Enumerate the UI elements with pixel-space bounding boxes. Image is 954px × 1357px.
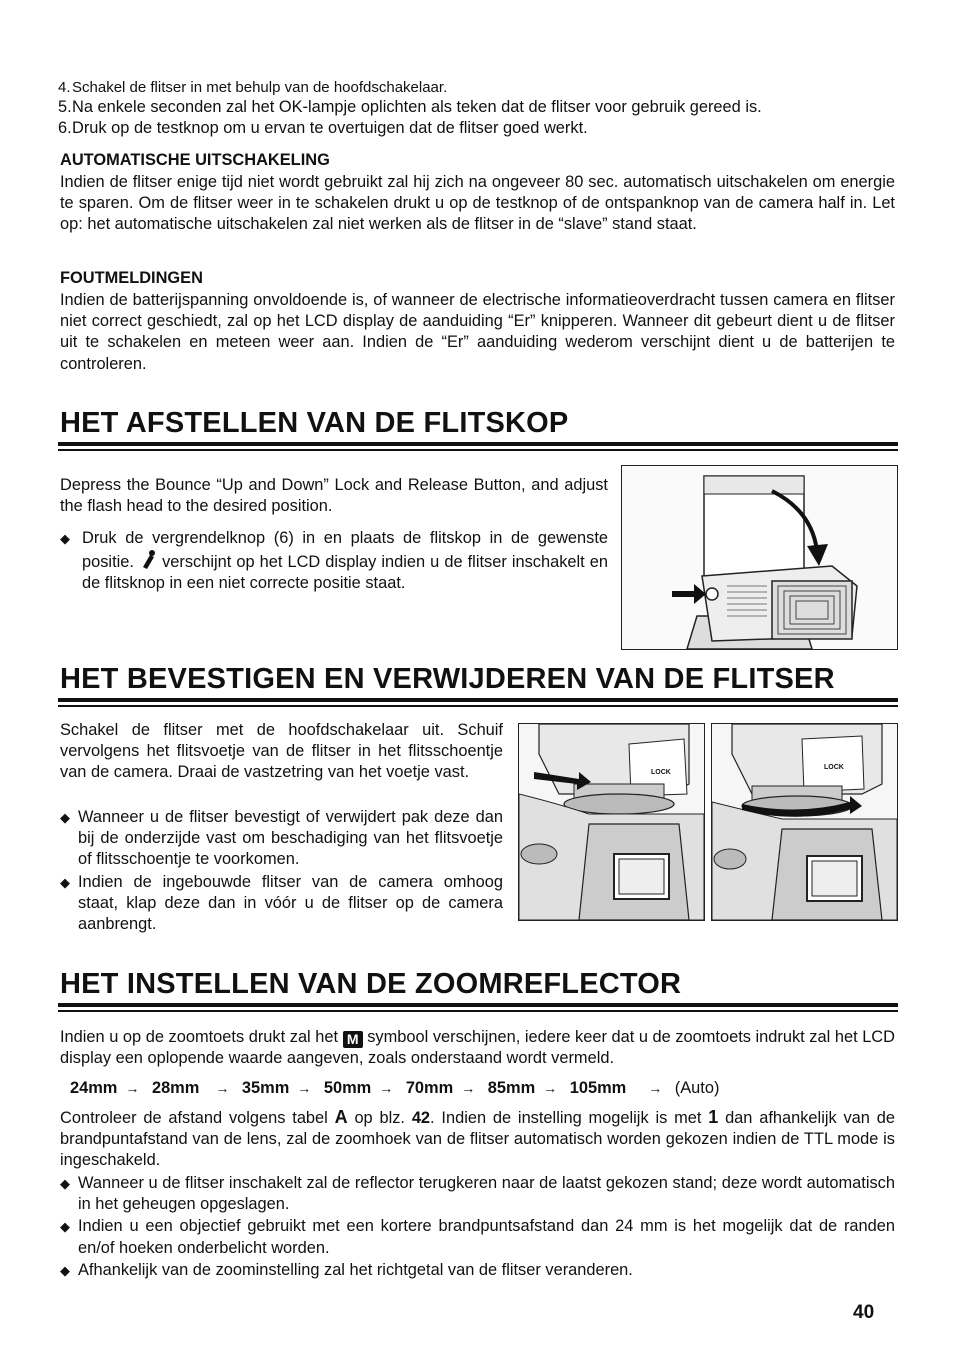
zoom-auto: (Auto)	[674, 1079, 720, 1097]
bullet-text-before-icon: Druk de vergrendelknop (6) in en plaats de flitskop in de gewenste positie.	[82, 529, 608, 572]
arrow-right-icon: →	[297, 1080, 312, 1096]
diamond-bullet-icon: ◆	[60, 1219, 70, 1235]
step-number: 6.	[58, 119, 72, 137]
attach-bullets	[60, 807, 503, 935]
bullet-text-after-icon: verschijnt op het LCD display indien u de flitser inschakelt en de flitsknop in een niet correcte positie staat.	[82, 553, 608, 593]
section-rule	[58, 1003, 898, 1007]
bullet-text: Indien u een objectief gebruikt met een kortere brandpuntsafstand dan 24 mm is het mogelijk dat de randen en/of hoeken onderbelicht worden.	[78, 1217, 895, 1257]
attach-photo-slide	[518, 723, 705, 921]
arrow-right-icon: →	[379, 1080, 394, 1096]
step-text: Schakel de flitser in met behulp van de hoofdschakelaar.	[72, 79, 448, 96]
step-5	[58, 97, 918, 118]
list-item	[60, 807, 503, 871]
zoom-bullets	[60, 1173, 895, 1281]
text-segment: symbool verschijnen, iedere keer dat u de zoomtoets indrukt zal het LCD display een oplopende waarde aangeven, zoals onderstaand wordt vermeld.	[60, 1028, 895, 1068]
bullet-text: Wanneer u de flitser bevestigt of verwijdert pak deze dan bij de onderzijde vast om beschadiging van het flitsvoetje of flitsschoentje te voorkomen.	[78, 808, 503, 869]
bullet-text: Wanneer u de flitser inschakelt zal de reflector terugkeren naar de laatst gekozen stand; deze wordt automatisch in het geheugen opgeslagen.	[78, 1174, 895, 1214]
section-rule	[58, 449, 898, 451]
auto-off-heading: AUTOMATISCHE UITSCHAKELING	[60, 151, 330, 169]
errors-heading: FOUTMELDINGEN	[60, 269, 203, 287]
section-title-flash-head: HET AFSTELLEN VAN DE FLITSKOP	[60, 407, 569, 439]
diamond-bullet-icon: ◆	[60, 1262, 70, 1278]
arrow-right-icon: →	[543, 1080, 558, 1096]
lock-label: LOCK	[824, 764, 844, 771]
arrow-right-icon: →	[215, 1080, 230, 1096]
step-4	[58, 77, 918, 98]
zoom-step: 35mm	[241, 1079, 290, 1097]
list-item	[60, 1173, 895, 1215]
step-text: Druk op de testknop om u ervan te overtuigen dat de flitser goed werkt.	[72, 119, 588, 137]
text-segment: dan afhankelijk van de brandpuntafstand van de lens, zal de zoomhoek van de flitser automatisch worden gekozen indien de TTL mode is ingeschakeld.	[60, 1109, 895, 1170]
step-number: 5.	[58, 98, 72, 116]
step-text: Na enkele seconden zal het OK-lampje oplichten als teken dat de flitser voor gebruik gereed is.	[72, 98, 762, 116]
list-item	[60, 1260, 895, 1281]
text-segment: Controleer de afstand volgens tabel	[60, 1109, 328, 1127]
bullet-text: Indien de ingebouwde flitser van de camera omhoog staat, klap deze dan in vóór u de flitser op de camera aanbrengt.	[78, 872, 503, 934]
zoom-step: 70mm	[405, 1079, 454, 1097]
bullet-text: Afhankelijk van de zoominstelling zal het richtgetal van de flitser veranderen.	[78, 1260, 633, 1279]
zoom-step: 105mm	[569, 1079, 627, 1097]
zoom-steps-row	[70, 1078, 719, 1099]
diamond-bullet-icon: ◆	[60, 874, 70, 890]
text-segment: Indien u op de zoomtoets drukt zal het	[60, 1028, 339, 1046]
attach-paragraph: Schakel de flitser met de hoofdschakelaar uit. Schuif vervolgens het flitsvoetje van de flitser in het flitsschoentje van de camera. Draai de vastzetring van het voetje vast.	[60, 721, 503, 782]
arrow-right-icon: →	[648, 1080, 663, 1096]
zoom-step: 28mm	[151, 1079, 200, 1097]
zoom-paragraph-1	[60, 1027, 895, 1069]
diamond-bullet-icon: ◆	[60, 810, 70, 825]
table-ref: A	[334, 1107, 348, 1127]
step-number: 4.	[58, 79, 71, 96]
text-segment: op blz.	[354, 1109, 405, 1127]
step-6	[58, 118, 918, 139]
zoom-step: 85mm	[487, 1079, 536, 1097]
errors-text: Indien de batterijspanning onvoldoende is, of wanneer de electrische informatieoverdracht tussen camera en flitser niet correct geschiedt, zal op het LCD display de aanduiding “Er” knipperen. Wanneer dit gebeurt dient u de flitser uit te schakelen en meteen weer aan. Indien de “Er” aanduiding wederom verschijnt dient u de batterijen te controleren.	[60, 291, 895, 373]
diamond-bullet-icon: ◆	[60, 1176, 70, 1191]
text-segment: . Indien de instelling mogelijk is met	[430, 1109, 702, 1127]
section-title-attach: HET BEVESTIGEN EN VERWIJDEREN VAN DE FLITSER	[60, 663, 835, 695]
diamond-bullet-icon: ◆	[60, 531, 70, 546]
flash-head-paragraph: Depress the Bounce “Up and Down” Lock and Release Button, and adjust the flash head to the desired position.	[60, 476, 608, 516]
list-item	[60, 872, 503, 936]
m-symbol-icon: M	[343, 1031, 363, 1048]
arrow-right-icon: →	[125, 1080, 140, 1096]
arrow-right-icon: →	[461, 1080, 476, 1096]
lock-label: LOCK	[651, 769, 671, 776]
page-number: 40	[853, 1302, 875, 1323]
section-rule	[58, 698, 898, 702]
section-rule	[58, 442, 898, 446]
page-ref: 42	[411, 1109, 431, 1127]
attach-photo-tighten	[711, 723, 898, 921]
list-item	[60, 1216, 895, 1258]
auto-off-text: Indien de flitser enige tijd niet wordt gebruikt zal hij zich na ongeveer 80 sec. automatisch uitschakelen om energie te sparen. Om de flitser weer in te schakelen drukt u op de testknop of de ontspanknop van de camera half in. Let op: het automatische uitschakelen zal niet werken als de flitser in de “slave” stand staat.	[60, 173, 895, 234]
section-rule	[58, 1010, 898, 1012]
flash-head-illustration	[621, 465, 898, 650]
zoom-step: 24mm	[70, 1079, 118, 1097]
zoom-step: 50mm	[323, 1079, 372, 1097]
zoom-paragraph-2	[60, 1107, 895, 1172]
flash-head-warning-icon	[139, 549, 157, 569]
section-title-zoom: HET INSTELLEN VAN DE ZOOMREFLECTOR	[60, 968, 682, 1000]
section-rule	[58, 705, 898, 707]
flash-head-bullet	[60, 528, 608, 595]
one-ref: 1	[708, 1107, 719, 1127]
